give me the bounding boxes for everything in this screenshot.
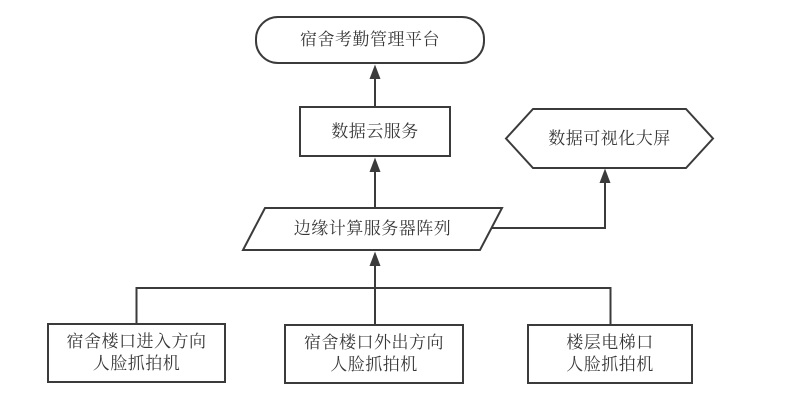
node-cam-entry-label — [48, 324, 225, 382]
node-screen-label: 数据可视化大屏 — [548, 128, 671, 148]
arrow-bus-to-edge-head — [370, 252, 381, 267]
node-cam-elevator-label — [528, 325, 692, 383]
node-cam-entry-line2: 人脸抓拍机 — [92, 354, 181, 373]
node-cloud-label: 数据云服务 — [331, 121, 419, 141]
connector-camera-bus — [137, 288, 611, 325]
node-platform-label: 宿舍考勤管理平台 — [300, 30, 440, 49]
node-cam-elevator-line2: 人脸抓拍机 — [566, 355, 654, 374]
arrow-edge-to-screen-line — [492, 181, 606, 228]
node-cam-exit-line2: 人脸抓拍机 — [330, 355, 418, 374]
arrow-edge-to-cloud-head — [370, 158, 381, 173]
arrow-cloud-to-platform-head — [370, 65, 381, 80]
node-cam-elevator-line1: 楼层电梯口 — [566, 333, 654, 352]
node-cam-entry-line1: 宿舍楼口进入方向 — [66, 332, 207, 351]
node-edge-label: 边缘计算服务器阵列 — [293, 219, 452, 238]
arrow-edge-to-screen-head — [600, 169, 611, 184]
node-cam-exit-label — [285, 325, 463, 383]
node-cam-exit-line1: 宿舍楼口外出方向 — [304, 333, 444, 352]
